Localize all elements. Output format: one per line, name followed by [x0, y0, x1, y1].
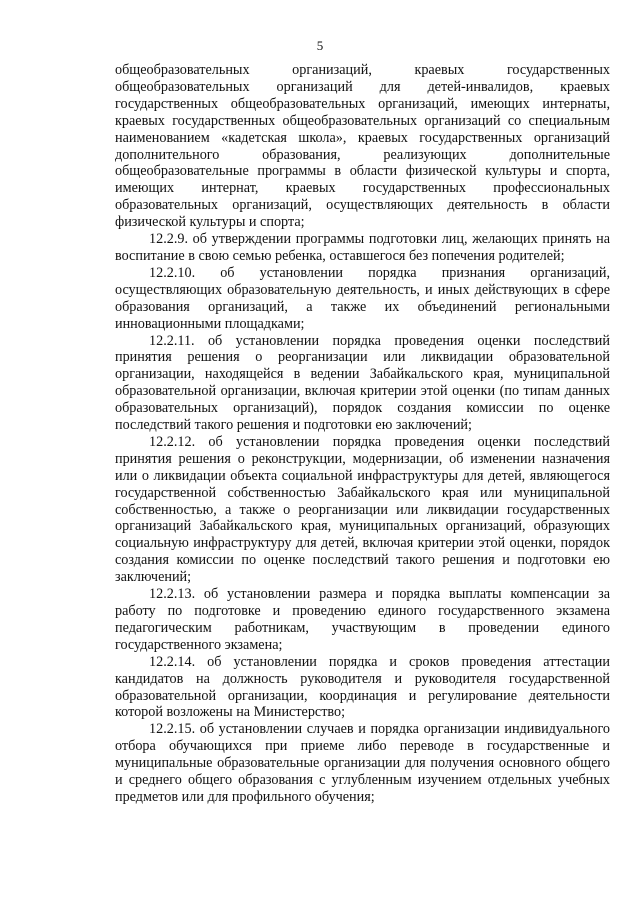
- paragraph-12-2-15: 12.2.15. об установлении случаев и порядка организации индивидуального отбора обучающихся при приеме либо переводе в государственные и муниципальные образовательные организации для получения основного общего и среднего общего образования с углубленным изучением отдельных учебных предметов или для профильного обучения;: [115, 721, 610, 805]
- paragraph-12-2-10: 12.2.10. об установлении порядка признания организаций, осуществляющих образовательную деятельность, и иных действующих в сфере образования организаций, а также их объединений региональными инновационными площадками;: [115, 264, 610, 332]
- paragraph-continuation: общеобразовательных организаций, краевых государственных общеобразовательных организаций для детей-инвалидов, краевых государственных общеобразовательных организаций, имеющих интернаты, краевых государственных общеобразовательных организаций со специальным наименованием «кадетская школа», краевых государственных организаций дополнительного образования, реализующих дополнительные общеобразовательные программы в области физической культуры и спорта, имеющих интернат, краевых государственных профессиональных образовательных организаций, осуществляющих деятельность в области физической культуры и спорта;: [115, 62, 610, 231]
- paragraph-12-2-13: 12.2.13. об установлении размера и порядка выплаты компенсации за работу по подготовке и проведению единого государственного экзамена педагогическим работникам, участвующим в проведении единого государственного экзамена;: [115, 586, 610, 653]
- page-number: 5: [316, 38, 324, 53]
- paragraph-12-2-11: 12.2.11. об установлении порядка проведения оценки последствий принятия решения о реорганизации или ликвидации образовательной организации, находящейся в ведении Забайкальского края, муниципальной образовательной организации, включая критерии этой оценки (по типам данных образовательных организаций), порядок создания комиссии по оценке последствий такого решения и подготовки ею заключений;: [115, 332, 610, 434]
- document-body: [115, 62, 610, 806]
- paragraph-12-2-9: 12.2.9. об утверждении программы подготовки лиц, желающих принять на воспитание в свою семью ребенка, оставшегося без попечения родителей;: [115, 231, 610, 264]
- paragraph-12-2-12: 12.2.12. об установлении порядка проведения оценки последствий принятия решения о реконструкции, модернизации, об изменении назначения или о ликвидации объекта социальной инфраструктуры для детей, являющегося государственной собственностью Забайкальского края или муниципальной собственностью, а также о реорганизации или ликвидации государственных организаций Забайкальского края, муниципальных организаций, образующих социальную инфраструктуру для детей, включая критерии этой оценки, порядок создания комиссии по оценке последствий такого решения и подготовки ею заключений;: [115, 433, 610, 586]
- paragraph-12-2-14: 12.2.14. об установлении порядка и сроков проведения аттестации кандидатов на должность руководителя и руководителя государственной образовательной организации, координация и регулирование деятельности которой возложены на Министерство;: [115, 653, 610, 721]
